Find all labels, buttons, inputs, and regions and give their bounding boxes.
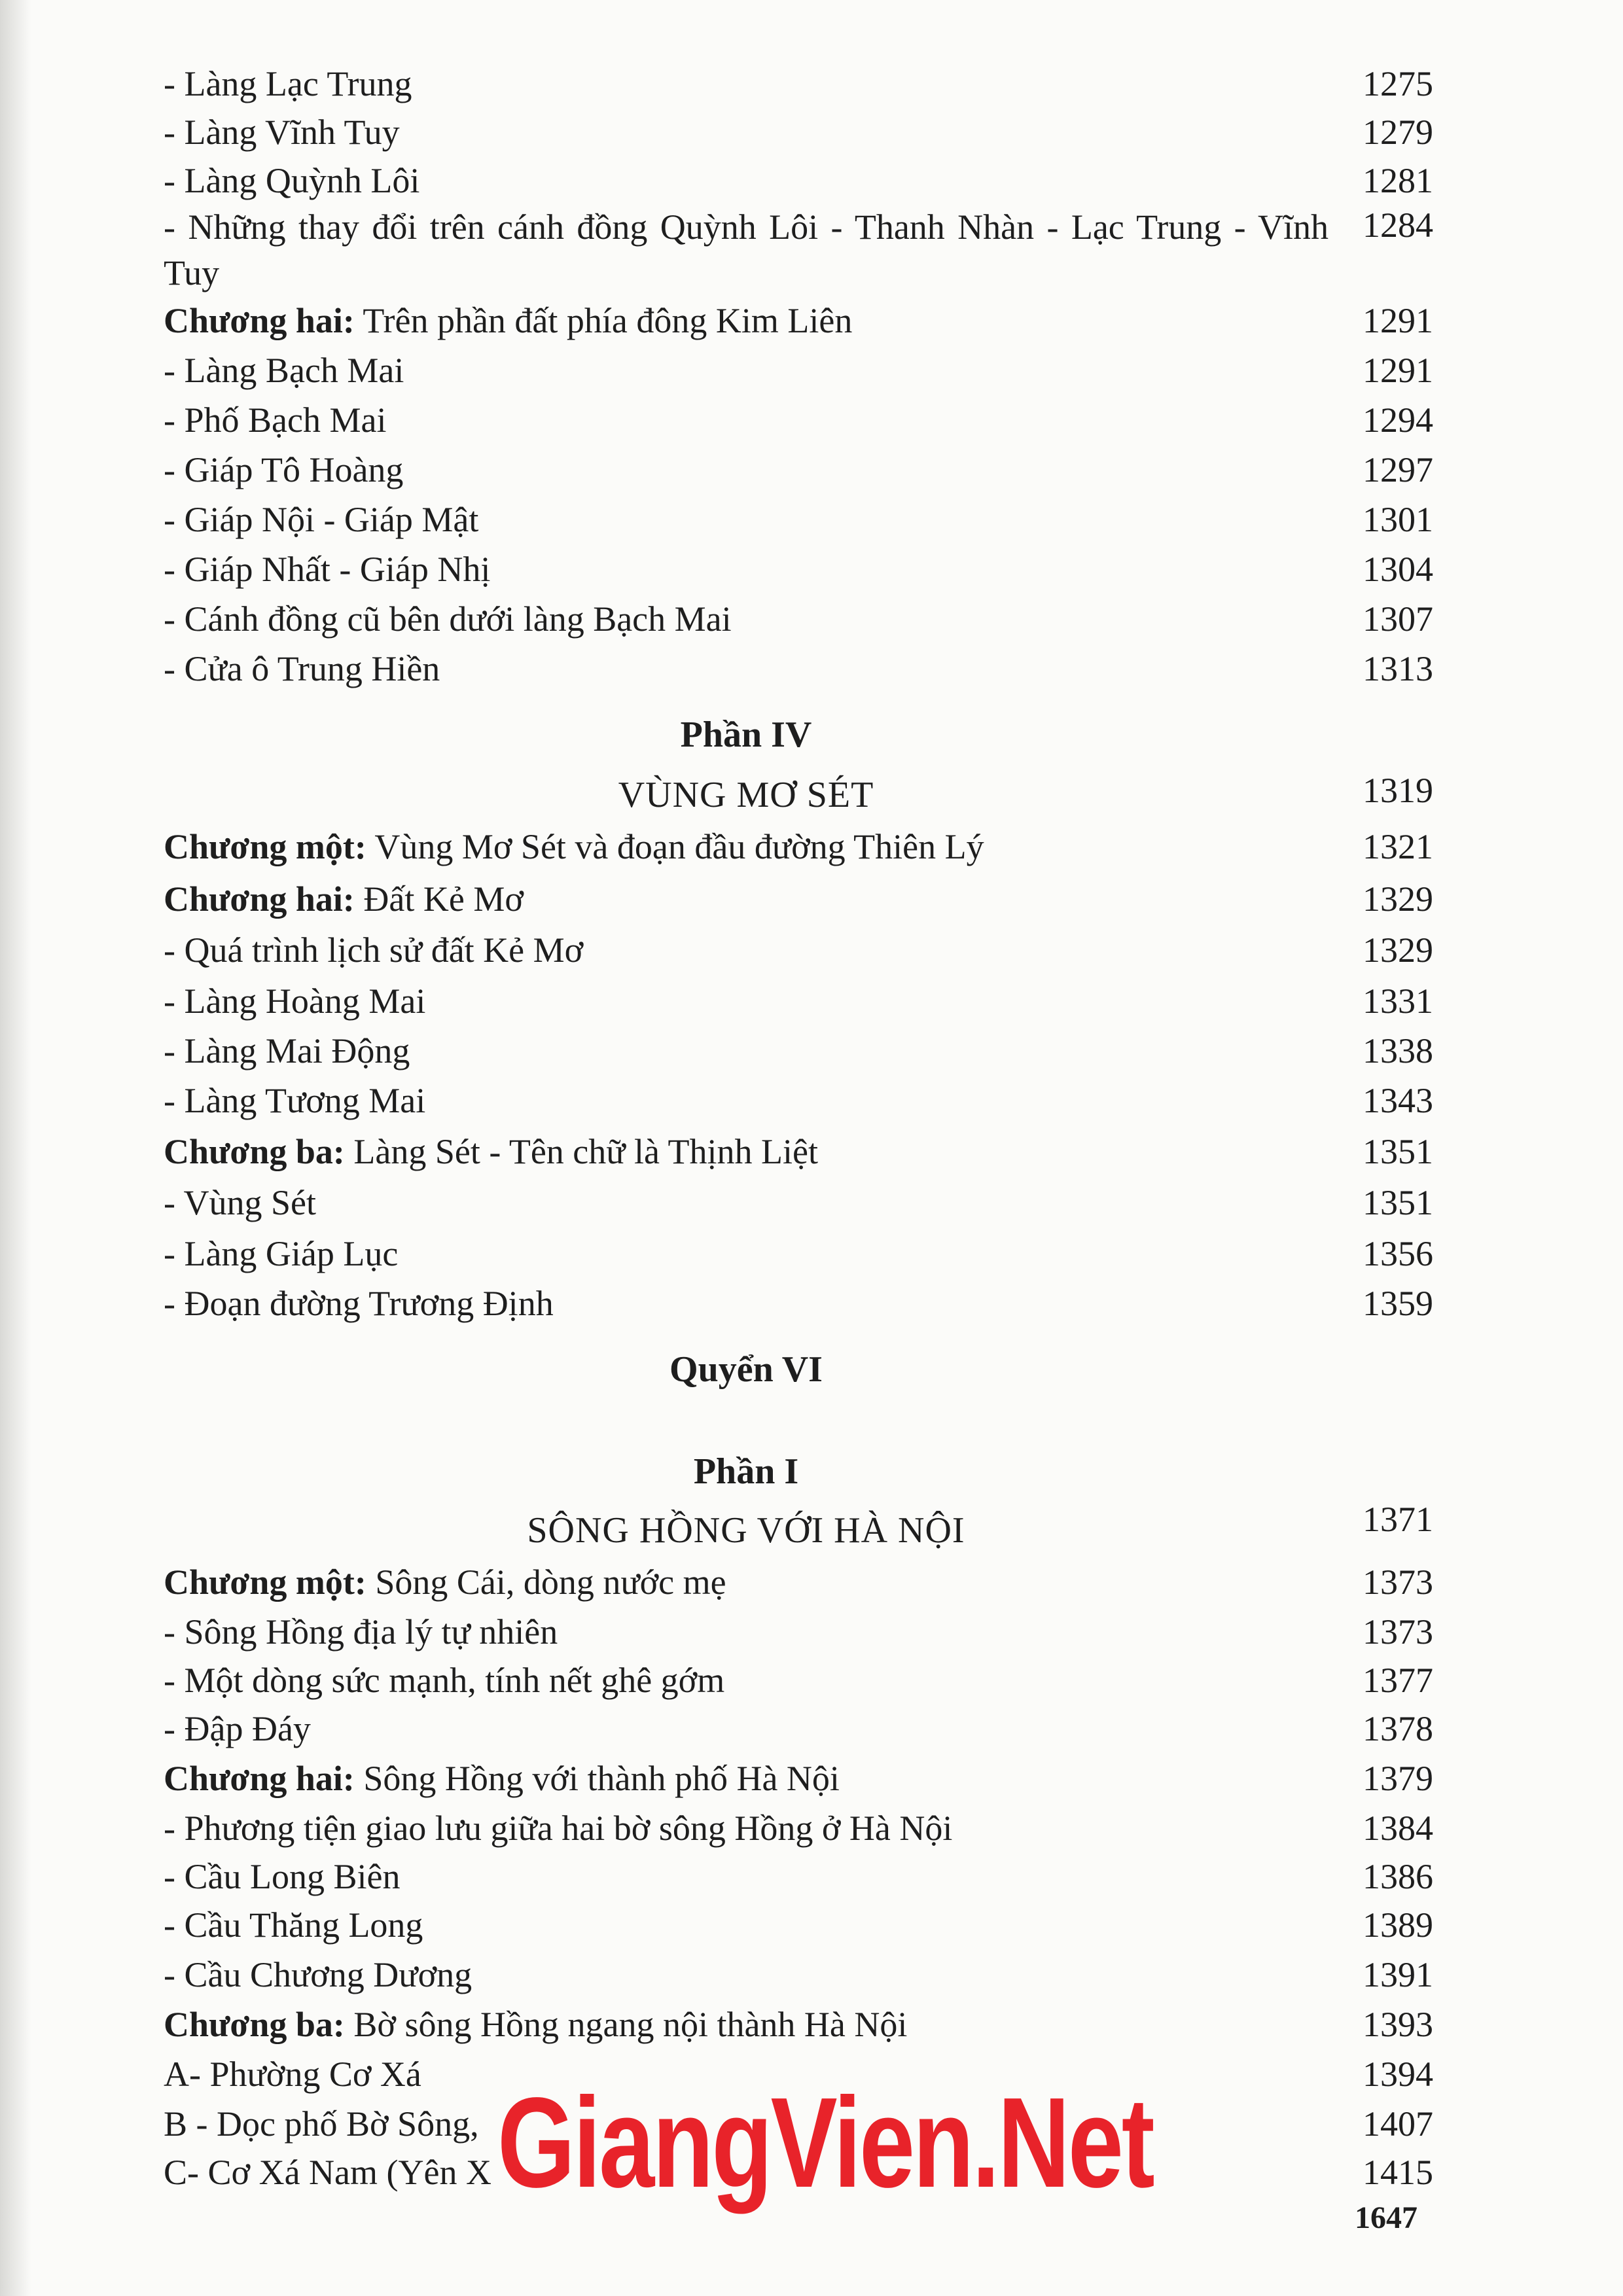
toc-entry xyxy=(164,349,1433,391)
toc-chapter-title xyxy=(164,300,852,342)
chapter-label: Chương hai: xyxy=(164,301,355,340)
toc-entry-title: - Làng Mai Động xyxy=(164,1031,410,1070)
toc-entry-page: 1356 xyxy=(1363,1234,1433,1273)
volume-heading: Quyển VI xyxy=(669,1349,823,1390)
toc-entry-title: - Làng Lạc Trung xyxy=(164,64,412,103)
chapter-text: Làng Sét - Tên chữ là Thịnh Liệt xyxy=(344,1132,818,1171)
toc-chapter-title xyxy=(164,878,524,920)
toc-entry xyxy=(164,63,1433,105)
toc-entry-title: A- Phường Cơ Xá xyxy=(164,2055,421,2094)
chapter-label: Chương một: xyxy=(164,827,366,866)
chapter-text: Vùng Mơ Sét và đoạn đầu đường Thiên Lý xyxy=(366,827,984,866)
toc-entry-title: - Làng Hoàng Mai xyxy=(164,981,426,1021)
toc-entry-page: 1279 xyxy=(1363,113,1433,152)
toc-entry-page: 1389 xyxy=(1363,1905,1433,1945)
toc-entry xyxy=(164,1659,1433,1701)
toc-entry-title: - Làng Bạch Mai xyxy=(164,351,404,390)
chapter-label: Chương ba: xyxy=(164,1132,345,1171)
toc-chapter-title xyxy=(164,1757,840,1799)
chapter-text: Sông Cái, dòng nước mẹ xyxy=(366,1563,726,1602)
chapter-text: Đất Kẻ Mơ xyxy=(354,879,524,919)
toc-entry xyxy=(164,1611,1433,1653)
part-heading: Phần IV xyxy=(680,715,812,755)
part-title: VÙNG MƠ SÉT xyxy=(618,775,874,815)
scan-edge-shadow xyxy=(0,0,31,2296)
toc-chapter xyxy=(164,1757,1433,1799)
toc-entry xyxy=(164,204,1433,296)
toc-entry xyxy=(164,548,1433,590)
toc-entry-page: 1291 xyxy=(1363,351,1433,390)
toc-entry-title: - Làng Tương Mai xyxy=(164,1081,426,1120)
toc-entry-page: 1329 xyxy=(1363,930,1433,970)
chapter-text: Sông Hồng với thành phố Hà Nội xyxy=(354,1759,840,1798)
toc-entry xyxy=(164,1282,1433,1324)
toc-chapter-title xyxy=(164,1131,818,1173)
toc-entry-page: 1301 xyxy=(1363,500,1433,539)
toc-entry-title: - Quá trình lịch sử đất Kẻ Mơ xyxy=(164,930,584,970)
toc-entry-page: 1351 xyxy=(1363,1132,1433,1171)
toc-entry xyxy=(164,449,1433,491)
toc-chapter-title xyxy=(164,826,984,868)
toc-entry-page: 1319 xyxy=(1363,771,1433,810)
toc-chapter-title xyxy=(164,2004,907,2045)
toc-entry-title: - Cầu Long Biên xyxy=(164,1857,401,1896)
toc-entry-page: 1281 xyxy=(1363,161,1433,200)
toc-entry-page: 1331 xyxy=(1363,981,1433,1021)
toc-entry-title: B - Dọc phố Bờ Sông, xyxy=(164,2104,479,2144)
toc-chapter xyxy=(164,300,1433,342)
toc-chapter xyxy=(164,878,1433,920)
chapter-text: Trên phần đất phía đông Kim Liên xyxy=(354,301,853,340)
toc-entry xyxy=(164,160,1433,202)
toc-entry xyxy=(164,111,1433,153)
toc-entry xyxy=(164,929,1433,971)
toc-entry-title: - Làng Quỳnh Lôi xyxy=(164,161,420,200)
part-title: SÔNG HỒNG VỚI HÀ NỘI xyxy=(527,1510,965,1551)
toc-chapter xyxy=(164,1561,1433,1603)
toc-entry-title: - Cửa ô Trung Hiền xyxy=(164,649,440,688)
toc-entry-page: 1294 xyxy=(1363,400,1433,440)
toc-chapter xyxy=(164,826,1433,868)
chapter-label: Chương một: xyxy=(164,1563,366,1602)
toc-entry-page: 1284 xyxy=(1363,205,1433,245)
watermark-logo: GiangVien.Net xyxy=(497,2071,1153,2214)
toc-entry-title: - Làng Giáp Lục xyxy=(164,1234,399,1273)
toc-entry-page: 1351 xyxy=(1363,1183,1433,1222)
toc-entry xyxy=(164,1080,1433,1122)
toc-entry-page: 1391 xyxy=(1363,1955,1433,1994)
toc-entry-page: 1291 xyxy=(1363,301,1433,340)
toc-entry-title: - Làng Vĩnh Tuy xyxy=(164,113,400,152)
page-number: 1647 xyxy=(1355,2200,1418,2235)
toc-entry-page: 1373 xyxy=(1363,1563,1433,1602)
toc-entry xyxy=(164,1708,1433,1750)
toc-entry-page: 1386 xyxy=(1363,1857,1433,1896)
toc-entry xyxy=(164,648,1433,690)
toc-entry xyxy=(164,1233,1433,1275)
toc-entry xyxy=(164,1182,1433,1224)
toc-entry xyxy=(164,1856,1433,1898)
toc-entry-title: - Giáp Nhất - Giáp Nhị xyxy=(164,550,491,589)
toc-entry-page: 1379 xyxy=(1363,1759,1433,1798)
toc-chapter xyxy=(164,1131,1433,1173)
chapter-label: Chương ba: xyxy=(164,2005,345,2044)
toc-chapter xyxy=(164,2004,1433,2045)
toc-entry-title: - Cầu Chương Dương xyxy=(164,1955,473,1994)
chapter-label: Chương hai: xyxy=(164,879,355,919)
toc-entry xyxy=(164,1030,1433,1072)
toc-entry-title: - Cánh đồng cũ bên dưới làng Bạch Mai xyxy=(164,599,732,639)
toc-entry-page: 1407 xyxy=(1363,2104,1433,2144)
toc-entry-title: C- Cơ Xá Nam (Yên X xyxy=(164,2153,491,2192)
toc-entry-page: 1377 xyxy=(1363,1661,1433,1700)
toc-entry-page: 1393 xyxy=(1363,2005,1433,2044)
toc-entry xyxy=(164,399,1433,441)
part-title-page-row xyxy=(164,769,1433,811)
toc-entry-title: - Sông Hồng địa lý tự nhiên xyxy=(164,1612,558,1651)
toc-entry-title: - Đập Đáy xyxy=(164,1709,311,1748)
toc-entry-title: - Những thay đổi trên cánh đồng Quỳnh Lôi - Thanh Nhàn - Lạc Trung - Vĩnh Tuy xyxy=(164,207,1329,292)
toc-entry-page: 1394 xyxy=(1363,2055,1433,2094)
toc-entry-title: - Giáp Nội - Giáp Mật xyxy=(164,500,479,539)
toc-entry xyxy=(164,1807,1433,1849)
toc-entry xyxy=(164,1954,1433,1996)
toc-entry-page: 1313 xyxy=(1363,649,1433,688)
toc-entry-page: 1338 xyxy=(1363,1031,1433,1070)
toc-chapter-title xyxy=(164,1561,726,1603)
toc-entry-page: 1307 xyxy=(1363,599,1433,639)
toc-entry-page: 1415 xyxy=(1363,2153,1433,2192)
toc-entry-title: - Một dòng sức mạnh, tính nết ghê gớm xyxy=(164,1661,725,1700)
toc-entry-title: - Vùng Sét xyxy=(164,1183,317,1222)
part-title-page-row xyxy=(164,1498,1433,1540)
toc-entry-page: 1359 xyxy=(1363,1284,1433,1323)
toc-entry xyxy=(164,598,1433,640)
toc-entry-page: 1373 xyxy=(1363,1612,1433,1651)
toc-entry-title: - Cầu Thăng Long xyxy=(164,1905,423,1945)
toc-entry-page: 1275 xyxy=(1363,64,1433,103)
part-heading: Phần I xyxy=(693,1451,799,1492)
toc-entry-page: 1371 xyxy=(1363,1500,1433,1539)
toc-entry-title: - Đoạn đường Trương Định xyxy=(164,1284,554,1323)
toc-entry-title: - Phương tiện giao lưu giữa hai bờ sông Hồng ở Hà Nội xyxy=(164,1809,953,1848)
toc-entry-page: 1297 xyxy=(1363,450,1433,489)
toc-entry-page: 1329 xyxy=(1363,879,1433,919)
toc-entry-title: - Giáp Tô Hoàng xyxy=(164,450,404,489)
toc-entry-page: 1343 xyxy=(1363,1081,1433,1120)
toc-entry-page: 1304 xyxy=(1363,550,1433,589)
toc-entry xyxy=(164,1904,1433,1946)
toc-entry xyxy=(164,499,1433,540)
toc-entry-page: 1378 xyxy=(1363,1709,1433,1748)
toc-entry-title: - Phố Bạch Mai xyxy=(164,400,387,440)
chapter-label: Chương hai: xyxy=(164,1759,355,1798)
toc-entry xyxy=(164,980,1433,1022)
toc-entry-page: 1321 xyxy=(1363,827,1433,866)
chapter-text: Bờ sông Hồng ngang nội thành Hà Nội xyxy=(344,2005,908,2044)
toc-entry-page: 1384 xyxy=(1363,1809,1433,1848)
